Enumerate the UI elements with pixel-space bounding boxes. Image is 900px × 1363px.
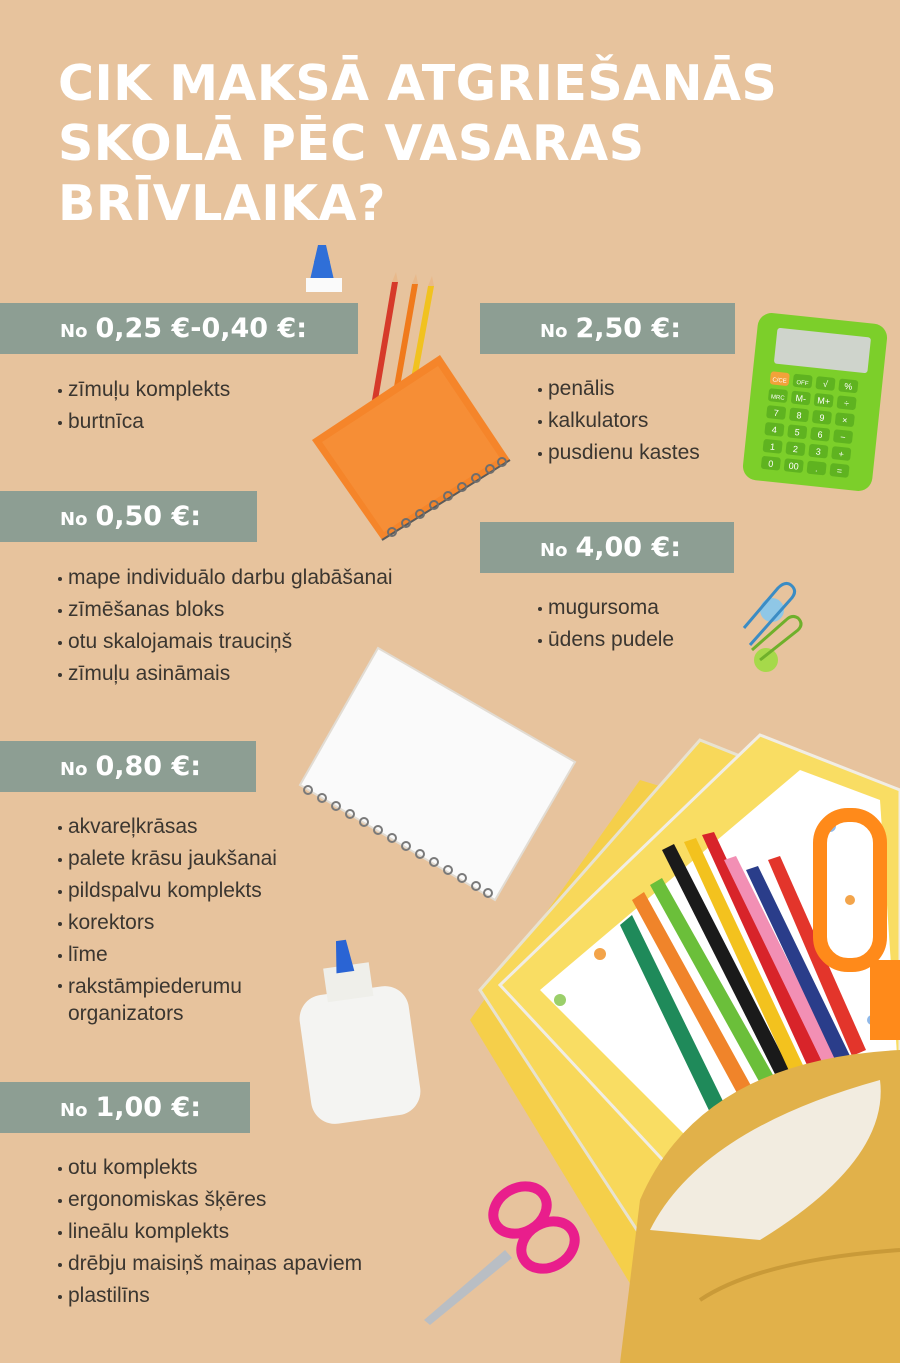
calculator-key-label: × <box>841 414 848 426</box>
list-item: līme <box>58 939 298 971</box>
calculator-key-label: − <box>839 431 847 443</box>
calculator-key-label: M- <box>795 392 807 405</box>
list-item: otu komplekts <box>58 1152 362 1184</box>
list-item: burtnīca <box>58 406 230 438</box>
calculator-key-label: 4 <box>771 424 778 436</box>
price-value: 0,80 €: <box>95 751 202 782</box>
calculator-key-label: ÷ <box>843 398 850 409</box>
orange-notebook-icon <box>312 355 510 540</box>
price-value: 4,00 €: <box>575 532 682 563</box>
calculator-key-label: 0 <box>767 458 774 469</box>
price-prefix: No <box>60 1100 88 1121</box>
price-band-100 <box>0 1082 250 1133</box>
list-item: ūdens pudele <box>538 624 674 656</box>
calculator-key-label: 3 <box>815 446 822 457</box>
calculator-key-label: = <box>836 465 843 477</box>
calculator-key-label: MRC <box>770 394 785 402</box>
item-list-025 <box>58 374 230 438</box>
list-item: penālis <box>538 373 700 405</box>
page-title <box>58 54 858 234</box>
list-item: kalkulators <box>538 405 700 437</box>
list-item: zīmēšanas bloks <box>58 594 393 626</box>
list-item: zīmuļu asināmais <box>58 658 393 690</box>
list-item: korektors <box>58 907 298 939</box>
price-prefix: No <box>60 759 88 780</box>
list-item: drēbju maisiņš maiņas apaviem <box>58 1248 362 1280</box>
pink-scissors-icon <box>424 1177 583 1325</box>
calculator-icon <box>742 312 889 493</box>
list-item: lineālu komplekts <box>58 1216 362 1248</box>
title-line-3: BRĪVLAIKA? <box>58 175 386 232</box>
item-list-250 <box>538 373 700 469</box>
item-list-400 <box>538 592 674 656</box>
list-item: mape individuālo darbu glabāšanai <box>58 562 393 594</box>
price-band-400 <box>480 522 734 573</box>
price-value: 1,00 €: <box>95 1092 202 1123</box>
price-prefix: No <box>60 321 88 342</box>
list-item: otu skalojamais trauciņš <box>58 626 393 658</box>
calculator-key-label: M+ <box>816 395 831 407</box>
list-item: mugursoma <box>538 592 674 624</box>
price-value: 0,25 €-0,40 €: <box>95 313 308 344</box>
list-item: akvareļkrāsas <box>58 811 298 843</box>
price-prefix: No <box>540 540 568 561</box>
title-line-1: CIK MAKSĀ ATGRIEŠANĀS <box>58 55 778 112</box>
calculator-key-label: + <box>838 448 845 460</box>
price-value: 0,50 €: <box>95 501 202 532</box>
calculator-key-label: 1 <box>769 441 776 453</box>
price-value: 2,50 €: <box>575 313 682 344</box>
list-item: ergonomiskas šķēres <box>58 1184 362 1216</box>
item-list-050 <box>58 562 393 690</box>
calculator-key-label: √ <box>822 378 829 390</box>
list-item: zīmuļu komplekts <box>58 374 230 406</box>
calculator-key-label: 5 <box>794 427 801 438</box>
calculator-key-label: 9 <box>818 412 825 424</box>
calculator-key-label: OFF <box>796 379 809 388</box>
list-item: palete krāsu jaukšanai <box>58 843 298 875</box>
calculator-key-label: 6 <box>817 429 824 440</box>
price-prefix: No <box>60 509 88 530</box>
price-band-050 <box>0 491 257 542</box>
title-line-2: SKOLĀ PĒC VASARAS <box>58 115 645 172</box>
list-item: plastilīns <box>58 1280 362 1312</box>
list-item: pusdienu kastes <box>538 437 700 469</box>
calculator-key-label: . <box>814 463 819 474</box>
list-item: pildspalvu komplekts <box>58 875 298 907</box>
price-band-025 <box>0 303 358 354</box>
calculator-key-label: 2 <box>792 443 799 455</box>
price-band-250 <box>480 303 735 354</box>
calculator-key-label: 8 <box>795 410 803 421</box>
calculator-key-label: 7 <box>773 407 780 419</box>
item-list-100 <box>58 1152 362 1312</box>
calculator-key-label: 00 <box>788 460 800 472</box>
item-list-080 <box>58 811 298 1027</box>
paper-clips-icon <box>744 583 801 672</box>
calculator-key-label: C/CE <box>772 377 787 385</box>
list-item: rakstāmpiederumu organizators <box>58 971 298 1027</box>
price-band-080 <box>0 741 256 792</box>
calculator-key-label: % <box>843 381 853 392</box>
price-prefix: No <box>540 321 568 342</box>
